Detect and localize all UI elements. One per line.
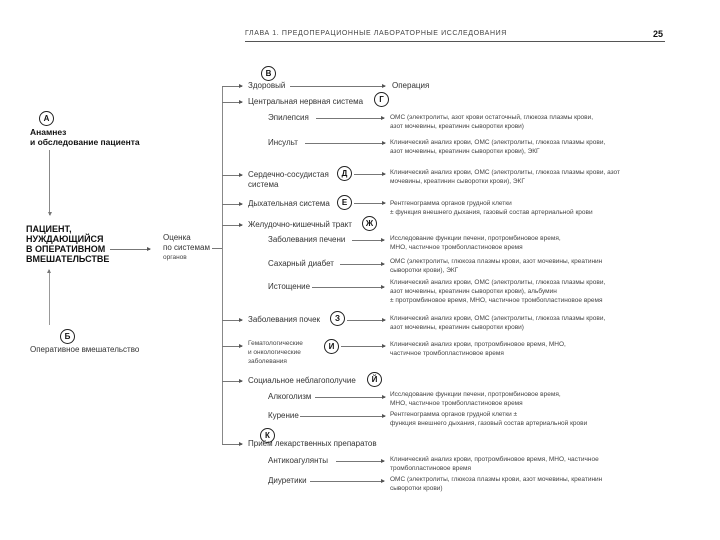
resp-test-2: ± функция внешнего дыхания, газовый состав артериальной крови — [390, 209, 593, 216]
stroke-test-1: Клинический анализ крови, ОМС (электролиты, глюкоза плазмы крови, — [390, 139, 606, 146]
patient-line-3: В ОПЕРАТИВНОМ — [26, 244, 106, 254]
page-number: 25 — [653, 29, 664, 39]
hemonc-test-1: Клинический анализ крови, протромбиновое время, МНО, — [390, 341, 566, 348]
stroke-label: Инсульт — [268, 138, 298, 147]
header-rule — [245, 41, 665, 42]
branch-arrow-hemonc — [222, 346, 242, 347]
resp-test-1: Рентгенограмма органов грудной клетки — [390, 200, 512, 207]
kidney-arrow — [347, 320, 385, 321]
liver-label: Заболевания печени — [268, 235, 346, 244]
resp-label: Дыхательная система — [248, 199, 330, 208]
assessment-line-1: Оценка — [163, 233, 191, 242]
marker-d: Д — [337, 166, 352, 181]
assessment-line-2: по системам — [163, 243, 210, 252]
operation-label: Оперативное вмешательство — [30, 345, 140, 354]
kidney-label: Заболевания почек — [248, 315, 321, 324]
diuretics-test-1: ОМС (электролиты, глюкоза плазмы крови, азот мочевины, креатинин — [390, 476, 603, 483]
marker-b: Б — [60, 329, 75, 344]
anticoagulants-label: Антикоагулянты — [268, 456, 328, 465]
cardio-label-2: система — [248, 180, 279, 189]
marker-v: В — [261, 66, 276, 81]
diabetes-arrow — [340, 264, 384, 265]
liver-test-1: Исследование функции печени, протромбиновое время, — [390, 235, 561, 242]
hemonc-label-3: заболевания — [248, 358, 287, 365]
gi-label: Желудочно-кишечный тракт — [248, 220, 352, 229]
anticoagulants-arrow — [336, 461, 384, 462]
diuretics-label: Диуретики — [268, 476, 307, 485]
trunk-stub — [212, 248, 222, 249]
malnutrition-label: Истощение — [268, 282, 311, 291]
anamnesis-label-1: Анамнез — [30, 127, 67, 137]
diabetes-label: Сахарный диабет — [268, 259, 334, 268]
cardio-label-1: Сердечно-сосудистая — [248, 170, 329, 179]
alcohol-label: Алкоголизм — [268, 392, 312, 401]
alcohol-arrow — [315, 397, 385, 398]
cns-label: Центральная нервная система — [248, 97, 364, 106]
anticoagulants-test-1: Клинический анализ крови, протромбиновое время, МНО, частичное — [390, 456, 599, 463]
malnutrition-test-3: ± протромбиновое время, МНО, частичное тромбопластиновое время — [390, 297, 603, 304]
healthy-arrow — [290, 86, 385, 87]
patient-line-1: ПАЦИЕНТ, — [26, 224, 72, 234]
social-label: Социальное неблагополучие — [248, 376, 356, 385]
drugs-label: Приём лекарственных препаратов — [248, 439, 377, 448]
trunk-vertical — [222, 86, 223, 444]
malnutrition-test-2: азот мочевины, креатинин сыворотки крови), альбумин — [390, 288, 557, 295]
branch-arrow-healthy — [222, 86, 242, 87]
marker-k: К — [260, 428, 275, 443]
marker-z: З — [330, 311, 345, 326]
hemonc-arrow — [341, 346, 385, 347]
patient-to-assessment-arrow — [110, 249, 150, 250]
marker-a: А — [39, 111, 54, 126]
hemonc-label-1: Гематологические — [248, 340, 303, 347]
epilepsy-arrow — [316, 118, 384, 119]
marker-g: Г — [374, 92, 389, 107]
assessment-line-3: органов — [163, 254, 187, 261]
diuretics-test-2: сыворотки крови) — [390, 485, 443, 492]
branch-arrow-resp — [222, 204, 242, 205]
operation-to-patient-arrow — [49, 270, 50, 325]
patient-line-2: НУЖДАЮЩИЙСЯ — [26, 234, 104, 244]
branch-arrow-gi — [222, 225, 242, 226]
diuretics-arrow — [310, 481, 384, 482]
resp-arrow — [354, 203, 385, 204]
hemonc-label-2: и онкологические — [248, 349, 301, 356]
hemonc-test-2: частичное тромбопластиновое время — [390, 350, 504, 357]
diabetes-test-2: сыворотки крови), ЭКГ — [390, 267, 459, 274]
marker-e: Е — [337, 195, 352, 210]
malnutrition-test-1: Клинический анализ крови, ОМС (электролиты, глюкоза плазмы крови, — [390, 279, 606, 286]
marker-zh: Ж — [362, 216, 377, 231]
cardio-arrow — [354, 174, 385, 175]
malnutrition-arrow — [312, 287, 384, 288]
kidney-test-1: Клинический анализ крови, ОМС (электролиты, глюкоза плазмы крови, — [390, 315, 606, 322]
anamnesis-label-2: и обследование пациента — [30, 137, 140, 147]
healthy-test: Операция — [392, 81, 430, 90]
epilepsy-test-1: ОМС (электролиты, азот крови остаточный, глюкоза плазмы крови, — [390, 114, 594, 121]
anamnesis-connector — [49, 150, 50, 215]
smoking-test-2: функция внешнего дыхания, газовый состав артериальной крови — [390, 420, 588, 427]
branch-arrow-drugs — [222, 444, 242, 445]
alcohol-test-1: Исследование функции печени, протромбиновое время, — [390, 391, 561, 398]
stroke-test-2: азот мочевины, креатинин сыворотки крови), ЭКГ — [390, 148, 540, 155]
liver-test-2: МНО, частичное тромбопластиновое время — [390, 244, 523, 251]
marker-i: И — [324, 339, 339, 354]
anticoagulants-test-2: тромбопластиновое время — [390, 465, 472, 472]
healthy-label: Здоровый — [248, 81, 286, 90]
smoking-arrow — [300, 416, 385, 417]
stroke-arrow — [305, 143, 385, 144]
smoking-test-1: Рентгенограмма органов грудной клетки ± — [390, 411, 518, 418]
cardio-test-2: мочевины, креатинин сыворотки крови), ЭКГ — [390, 178, 525, 185]
branch-arrow-kidney — [222, 320, 242, 321]
branch-arrow-cns — [222, 102, 242, 103]
alcohol-test-2: МНО, частичное тромбопластиновое время — [390, 400, 523, 407]
cardio-test-1: Клинический анализ крови, ОМС (электролиты, глюкоза плазмы крови, азот — [390, 169, 620, 176]
epilepsy-label: Эпилепсия — [268, 113, 309, 122]
branch-arrow-social — [222, 381, 242, 382]
liver-arrow — [352, 240, 384, 241]
patient-line-4: ВМЕШАТЕЛЬСТВЕ — [26, 254, 110, 264]
branch-arrow-cardio — [222, 175, 242, 176]
smoking-label: Курение — [268, 411, 299, 420]
kidney-test-2: азот мочевины, креатинин сыворотки крови) — [390, 324, 524, 331]
epilepsy-test-2: азот мочевины, креатинин сыворотки крови) — [390, 123, 524, 130]
chapter-title: ГЛАВА 1. ПРЕДОПЕРАЦИОННЫЕ ЛАБОРАТОРНЫЕ ИССЛЕДОВАНИЯ — [245, 30, 507, 37]
marker-j: Й — [367, 372, 382, 387]
diabetes-test-1: ОМС (электролиты, глюкоза плазмы крови, азот мочевины, креатинин — [390, 258, 603, 265]
